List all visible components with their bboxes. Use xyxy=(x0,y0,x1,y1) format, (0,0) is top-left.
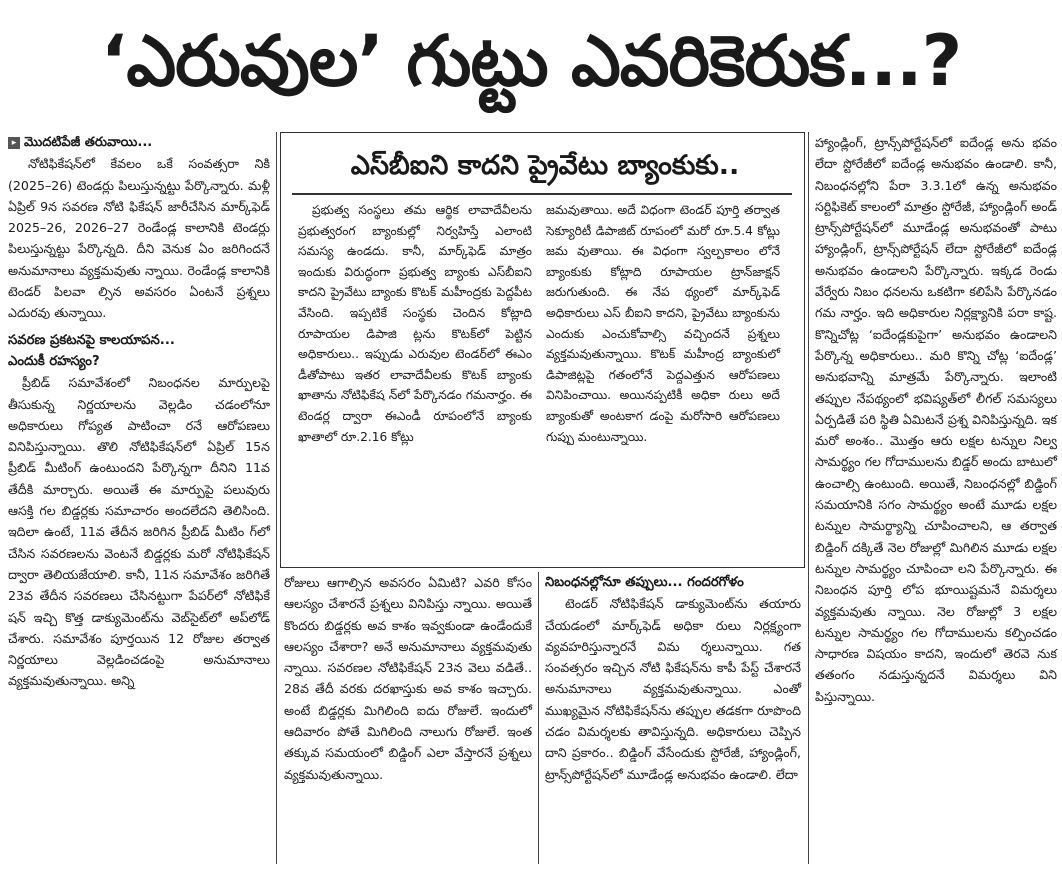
column-divider xyxy=(538,572,539,864)
section-subhead: నిబంధనల్లోనూ తప్పులు... గందరగోళం xyxy=(545,575,744,590)
box-title: ఎస్‌బీఐని కాదని ప్రైవేటు బ్యాంకుకు.. xyxy=(350,150,740,181)
column-2: రోజులు ఆగాల్సిన అవసరం ఏమిటి? ఎవరి కోసం ఆలస్యం చేశారనే ప్రశ్నలు వినిపిస్తు న్నాయి. అయితే కొందరు బిడ్డర్లకు అవ కాశం ఇవ్వకుండా ఉండేందుకే ఆలస్యం చేశారా? అనే అనుమానాలు వ్యక్తమవుతు న్నాయి. సవరణల నోటిఫికేషన్ 23న వెలు వడితే.. 28వ తేదీ వరకు దరఖాస్తుకు అవ కాశం ఇచ్చారు. అంటే బిడ్డర్లకు మిగిలింది ఐదు రోజులే. ఇందులో ఆదివారం పోతే మిగిలింది నాలుగు రోజులే. ఇంత తక్కువ సమయంలో బిడ్డింగ్ ఎలా వేస్తారనే ప్రశ్నలు వ్యక్తమవుతున్నాయి. xyxy=(284,575,532,782)
column-1 xyxy=(8,132,270,692)
column-4: హ్యాండ్లింగ్, ట్రాన్స్‌పోర్టేషన్‌లో ఐదేండ్ల అను భవం లేదా స్టోరేజీలో ఐదేండ్ల అనుభవం ఉండాలి. కానీ, నిబంధనల్లోని పేరా 3.3.1లో ఉన్న అనుభవం సర్టిఫికెట్ కాలంలో మాత్రం స్టోరేజీ, హ్యాండ్లింగ్ అండ్ ట్రాన్స్‌పోర్టేషన్‌లో మూడేండ్ల అనుభవంతో పాటు హ్యాండ్లింగ్, ట్రాన్స్‌పోర్టేషన్ లేదా స్టోరేజీలో ఐదేండ్ల అనుభవం ఉండాలని పేర్కొన్నారు. ఇక్కడ రెండు వేర్వేరు నిబం ధనలను ఒకటిగా కలిపేసి పేర్కొనడం గమ నార్హం. ఇది అధికారుల నిర్లక్ష్యానికి పరా కాష్ట. కొన్నిచోట్ల ‘ఐదేండ్లకుపైగా’ అనుభవం ఉండాలని పేర్కొన్న అధికారులు.. మరి కొన్ని చోట్ల ‘ఐదేండ్ల’ అనుభవాన్ని మాత్రమే పేర్కొన్నారు. ఇలాంటి తప్పుల నేపథ్యంలో భవిష్యత్‌లో లీగల్ సమస్యలు ఏర్పడితే పరి స్థితి ఏమిటనే ప్రశ్న వినిపిస్తున్నది. ఇక మరో అంశం.. మొత్తం ఆరు లక్షల టన్నుల నిల్వ సామర్థ్యం గల గోదాములను బిడ్డర్ అందు బాటులో ఉంచాల్సి ఉంటుంది. అయితే, నిబంధనల్లో బిడ్డింగ్ సమయానికి సగం సామర్థ్యం అంటే మూడు లక్షల టన్నుల సామర్థ్యాన్ని చూపించాలని, ఆ తర్వాత బిడ్డింగ్ దక్కితే నెల రోజుల్లో మిగిలిన మూడు లక్షల టన్నుల సామర్థ్యం చూపించా లని పేర్కొన్నారు. ఈ నిబంధన పూర్తి లోప భూయిష్టమనే విమర్శలు వ్యక్తమవుతు న్నాయి. నెల రోజుల్లో 3 లక్షల టన్నుల సామర్థ్యం గల గోదాములను కల్పించడం సాధారణ విషయం కాదని, ఇందులో తెరవె నుక తతంగం నడుస్తున్నదనే విమర్శలు విని పిస్తున్నాయి. xyxy=(815,135,1057,704)
column-divider xyxy=(276,132,277,864)
kicker-text: మొదటిపేజీ తరువాయి... xyxy=(24,135,153,150)
box-title-rule xyxy=(292,193,792,195)
article-paragraph: టెండర్ నోటిఫికేషన్ డాక్యుమెంట్‌ను తయారు చేయడంలో మార్క్‌ఫెడ్ అధికా రులు నిర్లక్ష్యంగా వ్యవహరిస్తున్నారనే విమ ర్శలున్నాయి. గత సంవత్సరం ఇచ్చిన నోటి ఫికేషన్‌ను కాపీ పేస్ట్ చేశారనే అనుమానాలు వ్యక్తమవుతున్నాయి. ఎంతో ముఖ్యమైన నోటిఫికేషన్‌ను తప్పుల తడకగా రూపొంది చడం విమర్శలకు తావిస్తున్నది. అధికారులు చెప్పిన దాని ప్రకారం.. బిడ్డింగ్ వేసేందుకు స్టోరేజీ, హ్యాండ్లింగ్, ట్రాన్స్‌పోర్టేషన్‌లో మూడేండ్ల అనుభవం ఉండాలి. లేదా xyxy=(545,596,801,782)
article-paragraph: నోటిఫికేషన్‌లో కేవలం ఒకే సంవత్సరా నికి (2025–26) టెండర్లు పిలుస్తున్నట్టు పేర్కొన్నారు. మళ్లీ ఏప్రిల్ 9న సవరణ నోటి ఫికేషన్ జారీచేసిన మార్క్‌ఫెడ్ 2025–26, 2026–27 రెండేండ్ల కాలానికి టెండర్లు పిలుస్తున్నట్టు పేర్కొన్నది. దీని వెనుక ఏం జరిగిందనే అనుమానాలు వ్యక్తమవుతు న్నాయి. రెండేండ్ల కాలానికి టెండర్ పిలవా ల్సిన అవసరం ఏంటనే ప్రశ్నలు ఎదురవు తున్నాయి. xyxy=(8,156,270,321)
chevron-right-icon: ▸ xyxy=(8,137,20,149)
box-column-left: ప్రభుత్వ సంస్థలు తమ ఆర్థిక లావాదేవీలను ప్రభుత్వరంగ బ్యాంకుల్లో నిర్వహిస్తే ఎలాంటి సమస్య ఉండదు. కానీ, మార్క్‌ఫెడ్ మాత్రం ఇందుకు విరుద్ధంగా ప్రభుత్వ బ్యాంకు ఎస్‌బీఐని కాదని ప్రైవేటు బ్యాంకు కొటక్ మహీంద్రకు పెద్దపీట వేసింది. ఇప్పటికే సంస్థకు చెందిన కోట్లాది రూపాయల డిపాజి ట్లను కొటక్‌లో పెట్టిన అధికారులు.. ఇప్పుడు ఎరువుల టెండర్‌లో ఈఎం డీతోపాటు ఇతర లావాదేవీలకు కొటక్ బ్యాంకు ఖాతాను నోటిఫికేష న్‌లో పేర్కొనడం గమనార్హం. ఈ టెండర్ల ద్వారా ఈఎండీ రూపంలోనే బ్యాంకు ఖాతాలో రూ.2.16 కోట్లు xyxy=(298,203,532,444)
section-subhead: ఎందుకీ రహస్యం? xyxy=(8,353,100,369)
box-column-right: జమవుతాయి. అదే విధంగా టెండర్ పూర్తి తర్వాత సెక్యూరిటీ డిపాజిట్ రూపంలో మరో రూ.5.4 కోట్లు జమ వుతాయి. ఈ విధంగా స్వల్పకాలం లోనే బ్యాంకుకు కోట్లాది రూపాయల ట్రాన్‌జాక్షన్ జరుగుతుంది. ఈ నేప థ్యంలో మార్క్‌ఫెడ్ అధికారులు ఎస్ బీఐని కాదని, ప్రైవేటు బ్యాంకును ఎందుకు ఎంచుకోవాల్సి వచ్చిందనే ప్రశ్నలు వ్యక్తమవుతున్నాయి. కొటక్ మహీంద్ర బ్యాంకులో డిపాజిట్లపై గతంలోనే పెద్దఎత్తున ఆరోపణలు వినిపించాయి. అయినప్పటికీ అధికా రులు అదే బ్యాంకుతో అంటకాగ డంపై మరోసారి ఆరోపణలు గుప్పు మంటున్నాయి. xyxy=(546,203,780,444)
continuation-kicker xyxy=(8,132,270,153)
article-paragraph: ప్రీబిడ్ సమావేశంలో నిబంధనల మార్పులపై తీసుకున్న నిర్ణయాలను వెల్లడిం చడంలోనూ అధికారులు గోప్యత పాటించా రనే ఆరోపణలు వినిపిస్తున్నాయి. తొలి నోటిఫికేషన్‌లో ఏప్రిల్ 15న ప్రీబిడ్ మీటింగ్ ఉంటుందని పేర్కొన్నగా దీనిని 11వ తేదీకి మార్చారు. అయితే ఈ మార్పుపై పలువురు ఆసక్తి గల బిడ్డర్లకు సమాచారం అందలేదని తెలిసింది. ఇదిలా ఉంటే, 11వ తేదీన జరిగిన ప్రీబిడ్ మీటిం గ్‌లో చేసిన సవరణలను వెంటనే బిడ్డర్లకు మరో నోటిఫికేషన్ ద్వారా తెలియజేయాలి. కానీ, 11న సమావేశం జరిగితే 23వ తేదీన సవరణలు చేసినట్టుగా పేపర్‌లో నోటిఫికే షన్ ఇచ్చి కొత్త డాక్యుమెంట్‌ను వెబ్‌సైట్‌లో అప్‌లోడ్ చేశారు. సమావేశం పూర్తయిన 12 రోజుల తర్వాత నిర్ణయాలు వెల్లడించడంపై అనుమానాలు వ్యక్తమవుతున్నాయి. అన్ని xyxy=(8,375,270,689)
section-subhead: సవరణ ప్రకటనపై కాలయాపన... xyxy=(8,332,175,348)
column-3 xyxy=(545,572,801,785)
column-divider xyxy=(808,132,809,864)
headline: ‘ఎరువుల’ గుట్టు ఎవరికెరుక...? xyxy=(100,20,962,102)
